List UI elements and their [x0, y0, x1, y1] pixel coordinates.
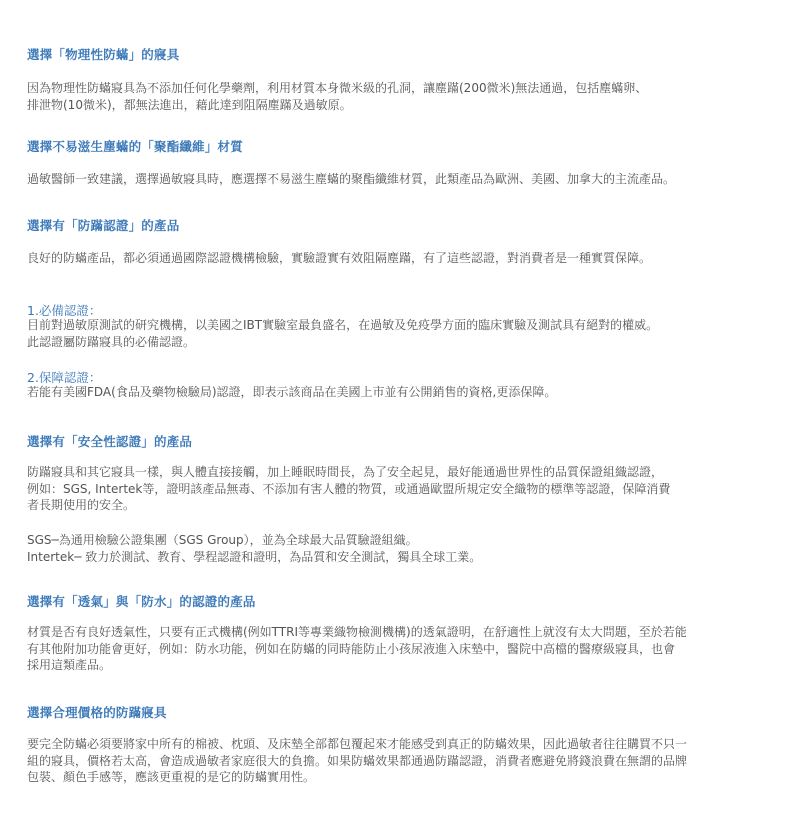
cert1-title: 1.必備認證：	[27, 303, 102, 318]
section-heading-polyester-fiber: 選擇不易滋生塵蟎的「聚酯纖維」材質	[27, 139, 243, 154]
paragraph-line: 排泄物(10微米)，都無法進出，藉此達到阻隔塵蹣及過敏原。	[27, 97, 352, 112]
section-paragraph-mite-certification	[27, 250, 651, 267]
paragraph-line: 良好的防蟎產品，都必須通過國際認證機構檢驗，實驗證實有效阻隔塵蹣，有了這些認證，對消費者是一種實質保障。	[27, 251, 652, 265]
section-paragraph-physical-mite-proof	[27, 80, 647, 113]
paragraph-line: 目前對過敏原測試的研究機構，以美國之IBT實驗室最負盛名，在過敏及免疫學方面的臨床實驗及測試具有絕對的權威。	[27, 318, 659, 332]
paragraph-line: 防蹣寢具和其它寢具一樣，與人體直接接觸，加上睡眠時間長，為了安全起見，最好能通過世界性的品質保證組織認證，	[27, 465, 664, 479]
section-paragraph-polyester-fiber	[27, 171, 675, 188]
section-heading-safety-certification: 選擇有「安全性認證」的產品	[27, 434, 193, 449]
section-heading-mite-certification: 選擇有「防蹣認證」的產品	[27, 218, 180, 233]
paragraph-line: 包裝、顏色手感等，應該更重視的是它的防蟎實用性。	[27, 770, 316, 784]
section-paragraph-safety-certification	[27, 464, 670, 514]
paragraph-line: 過敏醫師一致建議，選擇過敏寢具時，應選擇不易滋生塵蟎的聚酯纖維材質，此類產品為歐洲、美國、加拿大的主流產品。	[27, 172, 676, 186]
paragraph-line: 材質是否有良好透氣性，只要有正式機構(例如TTRI等專業織物檢測機構)的透氣證明，在舒適性上就沒有太大問題，至於若能	[27, 625, 687, 639]
organizations-list	[27, 532, 481, 565]
section-paragraph-breathable-waterproof	[27, 624, 687, 674]
paragraph-line: 因為物理性防蟎寢具為不添加任何化學藥劑，利用材質本身微米級的孔洞，讓塵蹣(200微米)無法通過，包括塵蟎卵、	[27, 81, 648, 95]
paragraph-line: 若能有美國FDA(食品及藥物檢驗局)認證，即表示該商品在美國上市並有公開銷售的資格,更添保障。	[27, 385, 557, 399]
organization-sgs: SGS─為通用檢驗公證集團（SGS Group），並為全球最大品質驗證組織。	[27, 533, 418, 547]
section-heading-physical-mite-proof: 選擇「物理性防蟎」的寢具	[27, 47, 180, 62]
cert2-title: 2.保障認證：	[27, 370, 102, 385]
paragraph-line: 者長期使用的安全。	[27, 498, 136, 512]
section-heading-reasonable-price: 選擇合理價格的防蹣寢具	[27, 705, 167, 720]
cert2-paragraph	[27, 384, 556, 401]
organization-intertek: Intertek─ 致力於測試、教育、學程認證和證明，為品質和安全測試，獨具全球工業。	[27, 549, 482, 564]
paragraph-line: 組的寢具，價格若太高，會造成過敏者家庭很大的負擔。如果防蟎效果都通過防蹣認證，消費者應避免將錢浪費在無謂的品牌	[27, 753, 688, 768]
paragraph-line: 有其他附加功能會更好，例如：防水功能，例如在防蟎的同時能防止小孩尿液進入床墊中，醫院中高檔的醫療級寢具，也會	[27, 641, 676, 656]
paragraph-line: 採用這類產品。	[27, 658, 112, 672]
paragraph-line: 要完全防蟎必須要將家中所有的棉被、枕頭、及床墊全部都包覆起來才能感受到真正的防蟎效果，因此過敏者往往購買不只一	[27, 737, 688, 751]
section-heading-breathable-waterproof: 選擇有「透氣」與「防水」的認證的產品	[27, 594, 256, 609]
paragraph-line: 例如：SGS, Intertek等，證明該產品無毒、不添加有害人體的物質，或通過歐盟所規定安全織物的標準等認證，保障消費	[27, 481, 671, 496]
cert1-paragraph	[27, 317, 658, 350]
section-paragraph-reasonable-price	[27, 736, 687, 786]
paragraph-line: 此認證屬防蹣寢具的必備認證。	[27, 334, 196, 349]
